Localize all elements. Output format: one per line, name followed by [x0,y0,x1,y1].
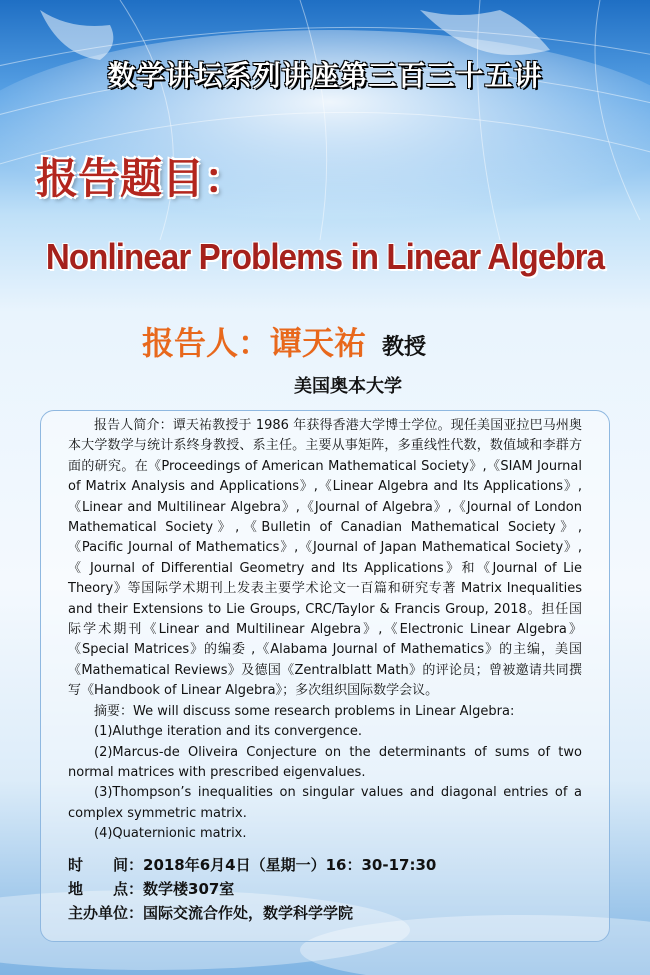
event-info [68,853,436,925]
abstract-item-3: (3)Thompson’s inequalities on singular values and diagonal entries of a complex symmetric matrix. [68,785,582,821]
topic-label: 报告题目： [36,154,247,203]
event-place: 地 点：数学楼307室 [68,880,235,898]
abstract-intro: 摘要：We will discuss some research problems in Linear Algebra: [94,703,515,719]
event-organizer: 主办单位：国际交流合作处，数学科学学院 [68,904,354,922]
abstract-item-4: (4)Quaternionic matrix. [94,826,247,842]
lecture-series-title: 数学讲坛系列讲座第三百三十五讲 [107,59,543,92]
speaker-line [142,318,426,364]
abstract-item-2: (2)Marcus-de Oliveira Conjecture on the determinants of sums of two normal matrices with prescribed eigenvalues. [68,744,582,780]
speaker-affiliation: 美国奥本大学 [294,376,402,397]
content-text [68,416,582,845]
event-time: 时 间：2018年6月4日（星期一）16：30-17:30 [68,856,437,874]
talk-title: Nonlinear Problems in Linear Algebra [45,236,605,277]
speaker-label: 报告人： [142,324,271,362]
speaker-bio: 报告人简介：谭天祐教授于 1986 年获得香港大学博士学位。现任美国亚拉巴马州奥本大学数学与统计系终身教授、系主任。主要从事矩阵，多重线性代数，数值域和李群方面的研究。在《Proceedings of American Mathematical Society》,《SIAM Journal of Matrix Analysis and Applications》,《Linear Algebra and Its Applications》,《Linear and Multilinear Algebra》,《Journal of Algebra》,《Journal of London Mathematical Society》,《Bulletin of Canadian Mathematical Society》,《Pacific Journal of Mathematics》,《Journal of Japan Mathematical Society》,《 Journal of Differential Geometry and Its Applications》和《Journal of Lie Theory》等国际学术期刊上发表主要学术论文一百篇和研究专著 Matrix Inequalities and their Extensions to Lie Groups, CRC/Taylor & Francis Group, 2018。担任国际学术期刊《Linear and Multilinear Algebra》,《Electronic Linear Algebra》《Special Matrices》的编委 ,《Alabama Journal of Mathematics》的主编，美国《Mathematical Reviews》及德国《Zentralblatt Math》的评论员；曾被邀请共同撰写《Handbook of Linear Algebra》；多次组织国际数学会议。 [68,418,582,699]
abstract-item-1: (1)Aluthge iteration and its convergence. [94,724,363,740]
speaker-name: 谭天祐 [270,324,367,362]
speaker-title: 教授 [382,335,427,360]
